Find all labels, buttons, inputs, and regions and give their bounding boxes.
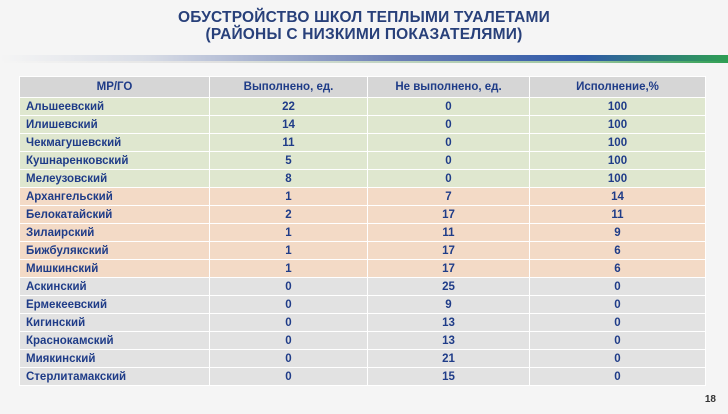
done-cell: 0 <box>210 368 368 386</box>
done-cell: 0 <box>210 314 368 332</box>
not-done-cell: 17 <box>368 260 530 278</box>
district-cell: Краснокамский <box>20 332 210 350</box>
table-row <box>20 98 706 116</box>
not-done-cell: 0 <box>368 98 530 116</box>
table-row <box>20 332 706 350</box>
table-row <box>20 314 706 332</box>
table-row <box>20 260 706 278</box>
header-percent: Исполнение,% <box>530 77 706 98</box>
done-cell: 8 <box>210 170 368 188</box>
district-cell: Альшеевский <box>20 98 210 116</box>
header-district: МР/ГО <box>20 77 210 98</box>
not-done-cell: 0 <box>368 152 530 170</box>
not-done-cell: 17 <box>368 242 530 260</box>
percent-cell: 100 <box>530 116 706 134</box>
percent-cell: 11 <box>530 206 706 224</box>
table-row <box>20 188 706 206</box>
page-number: 18 <box>704 394 716 405</box>
done-cell: 11 <box>210 134 368 152</box>
not-done-cell: 0 <box>368 116 530 134</box>
table-row <box>20 242 706 260</box>
percent-cell: 100 <box>530 152 706 170</box>
title-line-1: ОБУСТРОЙСТВО ШКОЛ ТЕПЛЫМИ ТУАЛЕТАМИ <box>177 9 551 26</box>
district-cell: Архангельский <box>20 188 210 206</box>
schools-table <box>19 76 706 386</box>
slide-title <box>0 9 728 43</box>
district-cell: Илишевский <box>20 116 210 134</box>
table-row <box>20 134 706 152</box>
percent-cell: 9 <box>530 224 706 242</box>
district-cell: Ермекеевский <box>20 296 210 314</box>
table-row <box>20 170 706 188</box>
percent-cell: 100 <box>530 98 706 116</box>
not-done-cell: 0 <box>368 170 530 188</box>
done-cell: 0 <box>210 332 368 350</box>
table-header-row <box>20 77 706 98</box>
district-cell: Бижбулякский <box>20 242 210 260</box>
percent-cell: 100 <box>530 134 706 152</box>
percent-cell: 0 <box>530 296 706 314</box>
table-row <box>20 368 706 386</box>
percent-cell: 0 <box>530 332 706 350</box>
done-cell: 0 <box>210 350 368 368</box>
table-row <box>20 152 706 170</box>
percent-cell: 0 <box>530 278 706 296</box>
table-row <box>20 206 706 224</box>
not-done-cell: 13 <box>368 314 530 332</box>
district-cell: Мишкинский <box>20 260 210 278</box>
done-cell: 22 <box>210 98 368 116</box>
done-cell: 1 <box>210 188 368 206</box>
not-done-cell: 21 <box>368 350 530 368</box>
not-done-cell: 11 <box>368 224 530 242</box>
percent-cell: 0 <box>530 314 706 332</box>
schools-table-container <box>19 76 705 386</box>
percent-cell: 100 <box>530 170 706 188</box>
not-done-cell: 9 <box>368 296 530 314</box>
district-cell: Кигинский <box>20 314 210 332</box>
table-row <box>20 350 706 368</box>
not-done-cell: 25 <box>368 278 530 296</box>
district-cell: Чекмагушевский <box>20 134 210 152</box>
table-body <box>20 98 706 386</box>
percent-cell: 14 <box>530 188 706 206</box>
district-cell: Белокатайский <box>20 206 210 224</box>
percent-cell: 6 <box>530 242 706 260</box>
table-row <box>20 224 706 242</box>
done-cell: 5 <box>210 152 368 170</box>
header-not-done: Не выполнено, ед. <box>368 77 530 98</box>
done-cell: 0 <box>210 296 368 314</box>
done-cell: 0 <box>210 278 368 296</box>
district-cell: Зилаирский <box>20 224 210 242</box>
not-done-cell: 17 <box>368 206 530 224</box>
not-done-cell: 7 <box>368 188 530 206</box>
done-cell: 14 <box>210 116 368 134</box>
district-cell: Кушнаренковский <box>20 152 210 170</box>
percent-cell: 0 <box>530 350 706 368</box>
percent-cell: 6 <box>530 260 706 278</box>
done-cell: 1 <box>210 242 368 260</box>
done-cell: 1 <box>210 224 368 242</box>
table-row <box>20 116 706 134</box>
not-done-cell: 15 <box>368 368 530 386</box>
title-line-2: (РАЙОНЫ С НИЗКИМИ ПОКАЗАТЕЛЯМИ) <box>205 26 523 43</box>
district-cell: Стерлитамакский <box>20 368 210 386</box>
percent-cell: 0 <box>530 368 706 386</box>
header-done: Выполнено, ед. <box>210 77 368 98</box>
district-cell: Аскинский <box>20 278 210 296</box>
district-cell: Миякинский <box>20 350 210 368</box>
district-cell: Мелеузовский <box>20 170 210 188</box>
done-cell: 2 <box>210 206 368 224</box>
title-divider-accent <box>0 61 728 63</box>
not-done-cell: 0 <box>368 134 530 152</box>
not-done-cell: 13 <box>368 332 530 350</box>
table-row <box>20 296 706 314</box>
table-row <box>20 278 706 296</box>
done-cell: 1 <box>210 260 368 278</box>
